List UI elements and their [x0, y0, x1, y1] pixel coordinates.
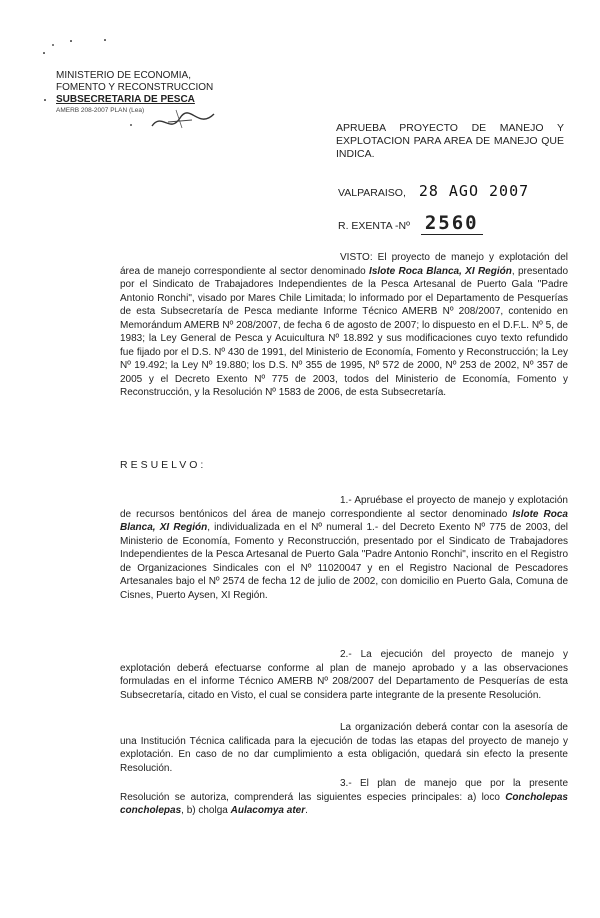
- exenta-label: R. EXENTA -Nº: [338, 220, 410, 232]
- item-1-lead: 1.- Apruébase el proyecto de manejo y explotación de recursos bentónicos del área de manejo correspondiente al sector denominado: [120, 495, 568, 520]
- item-1-paragraph: [120, 494, 568, 602]
- exenta-line: [338, 212, 578, 235]
- item-1-rest: , individualizada en el Nº numeral 1.- del Decreto Exento Nº 775 de 2003, del Ministerio de Economía, Fomento y Reconstrucción, presentado por el Sindicato de Trabajadores Independientes de la Pesca Artesanal de Puerto Gala "Padre Antonio Ronchi", inscrito en el Registro de Organizaciones Sindicales con el Nº 11020047 y en el Registro Nacional de Pescadores Artesanales bajo el Nº 2574 de fecha 12 de julio de 2002, con domicilio en Puerto Gala, Comuna de Cisnes, Puerto Aysen, XI Región.: [120, 522, 568, 601]
- ministry-line-2: FOMENTO Y RECONSTRUCCION: [56, 82, 214, 93]
- item-2b-paragraph: [120, 721, 568, 775]
- visto-text-rest: , presentado por el Sindicato de Trabajadores Independientes de la Pesca Artesanal de Puerto Gala "Padre Antonio Ronchi", visado por Mares Chile Limitada; lo informado por el Departamento de Pesquerías de esta Subsecretaría de Pesca mediante Informe Técnico AMERB Nº 208/2007, contenido en Memorándum AMERB Nº 208/2007, de fecha 6 de agosto de 2007; lo dispuesto en el D.F.L. Nº 5, de 1983; la Ley General de Pesca y Acuicultura Nº 18.892 y sus modificaciones cuyo texto refundido fue fijado por el D.S. Nº 430 de 1991, del Ministerio de Economía, Fomento y Reconstrucción; la Ley Nº 19.492; la Ley Nº 19.880; los D.S. Nº 355 de 1995, Nº 572 de 2000, Nº 253 de 2002, Nº 357 de 2005 y el Decreto Exento Nº 775 de 2003, todos del Ministerio de Economía, Fomento y Reconstrucción, y la Resolución Nº 1583 de 2006, de esta Subsecretaría.: [120, 265, 569, 398]
- date-place: VALPARAISO,: [338, 187, 406, 199]
- item-3-mid: , b) cholga: [181, 805, 228, 816]
- visto-text: VISTO: El proyecto de manejo y explotación del área de manejo correspondiente al sector denominado: [120, 252, 568, 277]
- item-3-lead: 3.- El plan de manejo que por la presente Resolución se autoriza, comprenderá las siguientes especies principales: a) loco: [120, 778, 568, 803]
- subsecretaria-line: SUBSECRETARIA DE PESCA: [56, 94, 195, 105]
- date-line: [338, 182, 578, 200]
- item-3-end: .: [305, 805, 308, 816]
- reference-code: AMERB 208-2007 PLAN (Lea): [56, 107, 145, 114]
- exenta-number: 2560: [421, 212, 483, 235]
- visto-sector-name: Islote Roca Blanca, XI Región: [369, 265, 512, 277]
- ministry-line: MINISTERIO DE ECONOMIA,: [56, 70, 192, 81]
- item-1-sector-name: Islote Roca Blanca, XI Región: [120, 508, 568, 533]
- species-b: Aulacomya ater: [230, 805, 306, 816]
- resuelvo-heading: RESUELVO:: [120, 459, 207, 471]
- signature-mark: [148, 104, 220, 138]
- resolution-title: APRUEBA PROYECTO DE MANEJO Y EXPLOTACION PARA AREA DE MANEJO QUE INDICA.: [336, 122, 564, 160]
- item-2-paragraph: [120, 648, 568, 702]
- item-2b-text: La organización deberá contar con la asesoría de una Institución Técnica calificada para la ejecución de todas las etapas del proyecto de manejo y explotación. En caso de no dar cumplimiento a esta obligación, quedará sin efecto la presente Resolución.: [120, 722, 568, 774]
- visto-paragraph: [120, 251, 568, 400]
- date-stamp: 28 AGO 2007: [418, 182, 530, 200]
- item-3-paragraph: [120, 777, 568, 818]
- item-2-text: 2.- La ejecución del proyecto de manejo y explotación deberá efectuarse conforme al plan de manejo aprobado y a las observaciones formuladas en el informe Técnico AMERB Nº 208/2007 del Departamento de Pesquerías de esta Subsecretaría, citado en Visto, el cual se considera parte integrante de la presente Resolución.: [120, 649, 568, 701]
- species-a: Concholepas concholepas: [120, 791, 568, 816]
